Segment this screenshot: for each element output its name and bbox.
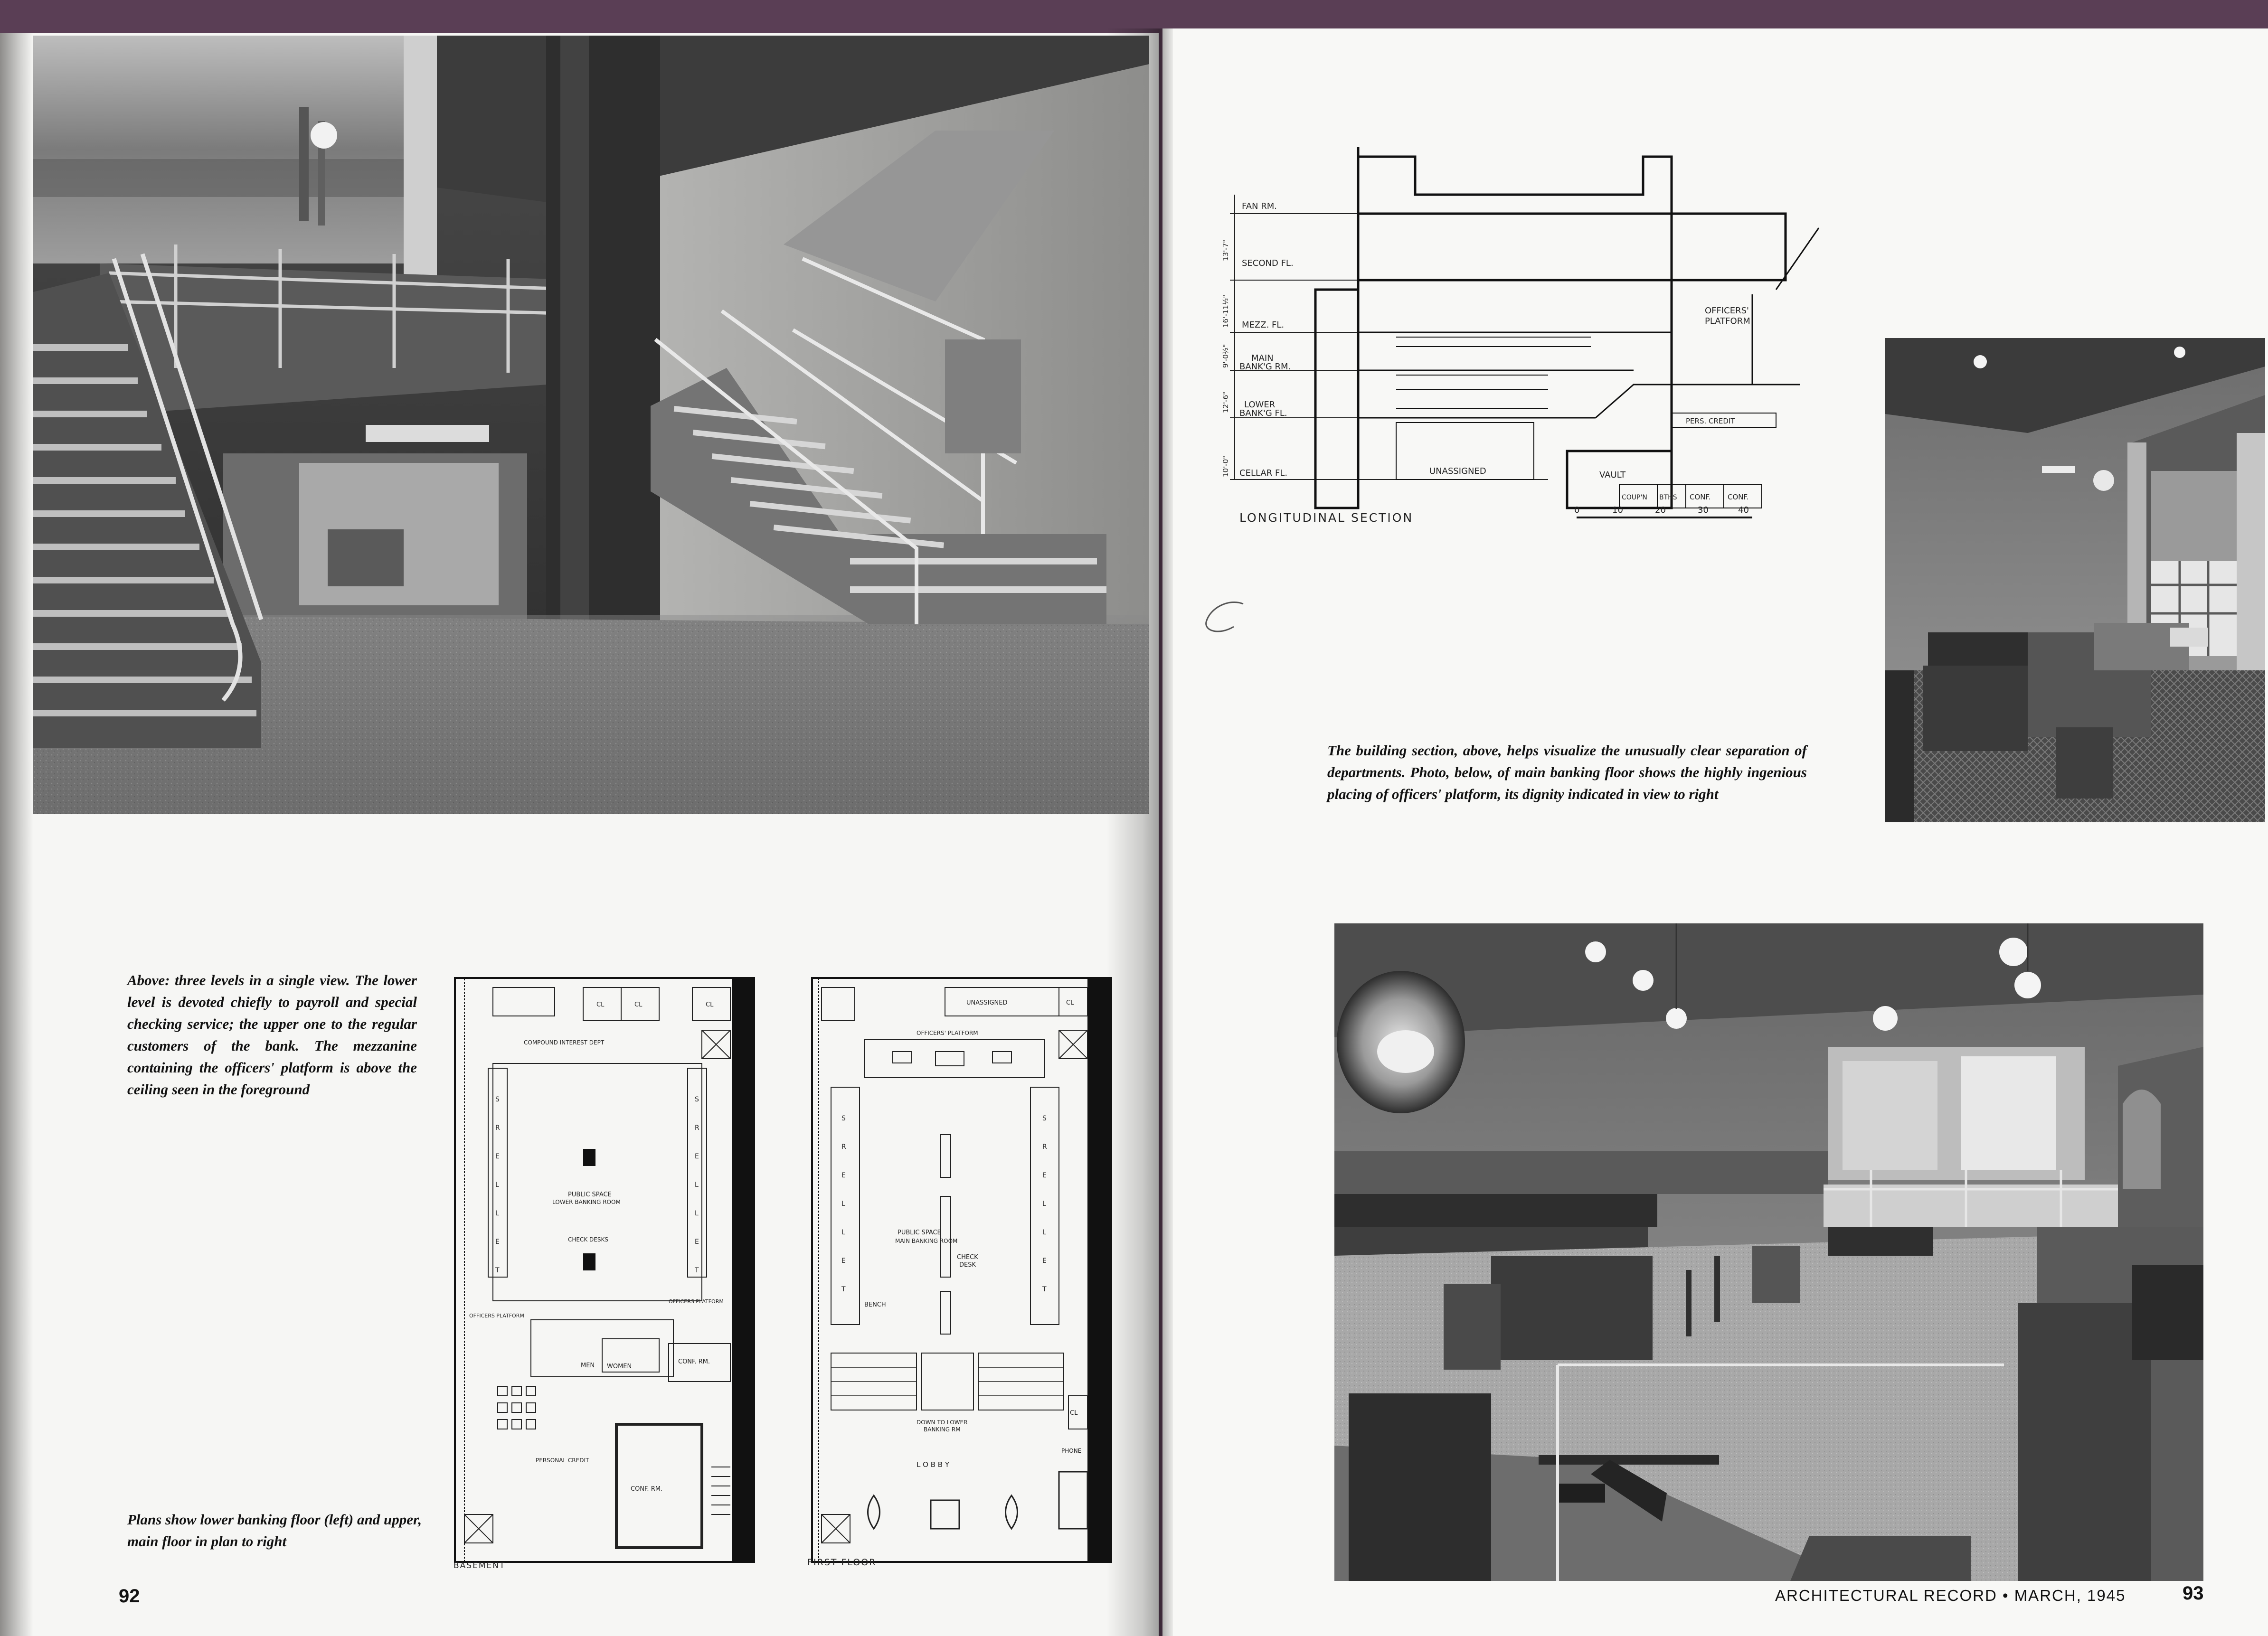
- first-teller-right-4: L: [1042, 1200, 1046, 1208]
- basement-women: WOMEN: [607, 1363, 632, 1370]
- section-mezz-fl: MEZZ. FL.: [1242, 320, 1285, 330]
- first-main-banking: MAIN BANKING ROOM: [895, 1238, 958, 1244]
- basement-teller-left-5: L: [495, 1210, 499, 1217]
- section-coupn: COUP'N: [1622, 494, 1647, 501]
- first-teller-right-5: L: [1042, 1229, 1046, 1236]
- first-teller-left-4: L: [841, 1200, 845, 1208]
- section-main: MAIN: [1251, 353, 1274, 363]
- section-pers-credit: PERS. CREDIT: [1686, 417, 1735, 425]
- page-edge-shadow: [0, 33, 33, 1636]
- basement-officers-right: OFFICERS PLATFORM: [669, 1298, 724, 1305]
- section-dim-1: 13'-7": [1221, 239, 1230, 261]
- first-teller-right-6: E: [1042, 1257, 1047, 1265]
- page-number-right: 93: [2183, 1583, 2204, 1604]
- basement-teller-left-1: S: [495, 1096, 500, 1103]
- caption-building-section: The building section, above, helps visualize the unusually clear separation of departments. Photo, below, of main banking floor shows the highly ingenious placing of officers' platform, its dignity indicated in view to right: [1327, 742, 1807, 802]
- journal-footer: ARCHITECTURAL RECORD • MARCH, 1945: [1775, 1587, 2126, 1604]
- basement-lower-banking: LOWER BANKING ROOM: [552, 1199, 621, 1205]
- first-teller-right-1: S: [1042, 1115, 1047, 1122]
- page-number-left: 92: [119, 1586, 140, 1607]
- section-officers: OFFICERS': [1705, 306, 1749, 316]
- section-scale-0: 0: [1574, 505, 1580, 515]
- section-lower: LOWER: [1244, 400, 1276, 410]
- first-phone: PHONE: [1061, 1448, 1082, 1454]
- first-check: CHECK: [957, 1254, 978, 1261]
- first-teller-left-6: E: [841, 1257, 846, 1265]
- first-floor-label: FIRST FLOOR: [807, 1557, 877, 1568]
- basement-cl-1: CL: [596, 1001, 605, 1008]
- longitudinal-section-drawing: [1216, 119, 1828, 522]
- basement-teller-right-4: L: [695, 1181, 699, 1189]
- section-conf-1: CONF.: [1690, 493, 1711, 501]
- basement-men: MEN: [581, 1362, 595, 1369]
- first-desk: DESK: [959, 1261, 976, 1269]
- pencil-mark: [1200, 598, 1253, 641]
- section-fan-rm: FAN RM.: [1242, 201, 1277, 211]
- basement-teller-right-2: R: [695, 1124, 699, 1132]
- basement-teller-left-2: R: [495, 1124, 500, 1132]
- first-teller-left-7: T: [841, 1286, 846, 1293]
- section-platform: PLATFORM: [1705, 316, 1750, 326]
- basement-teller-left-3: E: [495, 1153, 500, 1160]
- photo-officers-platform: [1885, 338, 2265, 822]
- section-vault: VAULT: [1599, 470, 1626, 480]
- section-bankg-rm: BANK'G RM.: [1239, 362, 1291, 372]
- first-floor-plan: [803, 968, 1125, 1571]
- first-cl-2: CL: [1070, 1410, 1078, 1417]
- basement-conf-2: CONF. RM.: [631, 1486, 663, 1493]
- first-teller-left-3: E: [841, 1172, 846, 1179]
- first-teller-right-7: T: [1042, 1286, 1047, 1293]
- first-teller-left-5: L: [841, 1229, 845, 1236]
- first-teller-right-2: R: [1042, 1143, 1047, 1151]
- first-teller-left-2: R: [841, 1143, 846, 1151]
- first-down-to-lower: DOWN TO LOWER: [917, 1419, 968, 1426]
- basement-teller-left-6: E: [495, 1238, 500, 1246]
- basement-teller-left-7: T: [495, 1267, 500, 1274]
- section-scale-30: 30: [1698, 505, 1709, 515]
- section-cellar-fl: CELLAR FL.: [1239, 468, 1288, 478]
- section-scale-40: 40: [1738, 505, 1749, 515]
- first-bench: BENCH: [864, 1301, 886, 1308]
- section-dim-2: 16'-11½": [1221, 294, 1230, 328]
- first-lobby: L O B B Y: [917, 1460, 949, 1469]
- caption-plans: Plans show lower banking floor (left) and upper, main floor in plan to right: [127, 1511, 422, 1550]
- first-teller-right-3: E: [1042, 1172, 1047, 1179]
- section-scale-20: 20: [1655, 505, 1666, 515]
- basement-teller-right-3: E: [695, 1153, 699, 1160]
- section-dim-5: 10'-0": [1221, 455, 1230, 477]
- basement-plan: [445, 968, 764, 1571]
- first-cl-1: CL: [1066, 999, 1074, 1006]
- first-teller-left-1: S: [841, 1115, 846, 1122]
- basement-conf-1: CONF. RM.: [678, 1358, 710, 1365]
- photo-three-levels: [33, 36, 1149, 814]
- caption-three-levels: Above: three levels in a single view. The lower level is devoted chiefly to payroll and special checking service; the upper one to the regular customers of the bank. The mezzanine containing the officers' platform is above the ceiling seen in the foreground: [127, 972, 417, 1098]
- basement-compound: COMPOUND INTEREST DEPT: [524, 1039, 605, 1046]
- section-conf-2: CONF.: [1728, 493, 1749, 501]
- section-dim-4: 12'-6": [1221, 391, 1230, 413]
- first-banking-rm: BANKING RM: [924, 1426, 961, 1433]
- basement-teller-right-7: T: [695, 1267, 699, 1274]
- first-unassigned: UNASSIGNED: [966, 999, 1008, 1006]
- section-dim-3: 9'-0½": [1221, 344, 1230, 368]
- photo-main-banking-floor: [1334, 923, 2203, 1581]
- section-unassigned: UNASSIGNED: [1429, 466, 1486, 476]
- basement-personal-credit: PERSONAL CREDIT: [536, 1457, 589, 1464]
- first-public-space: PUBLIC SPACE: [898, 1229, 941, 1236]
- basement-check-desks: CHECK DESKS: [568, 1236, 608, 1243]
- basement-teller-left-4: L: [495, 1181, 499, 1189]
- basement-teller-right-5: L: [695, 1210, 699, 1217]
- basement-public-space: PUBLIC SPACE: [568, 1191, 612, 1198]
- basement-cl-2: CL: [634, 1001, 643, 1008]
- section-bankg-fl: BANK'G FL.: [1239, 408, 1287, 418]
- section-bths: BTHS: [1659, 494, 1677, 501]
- first-officers-platform: OFFICERS' PLATFORM: [917, 1030, 978, 1036]
- section-title: LONGITUDINAL SECTION: [1239, 511, 1414, 525]
- basement-officers-left: OFFICERS PLATFORM: [469, 1313, 524, 1319]
- basement-teller-right-6: E: [695, 1238, 699, 1246]
- basement-cl-3: CL: [706, 1001, 714, 1008]
- section-scale-10: 10: [1612, 505, 1623, 515]
- basement-teller-right-1: S: [695, 1096, 699, 1103]
- section-second-fl: SECOND FL.: [1242, 258, 1294, 268]
- basement-label: BASEMENT: [454, 1561, 506, 1570]
